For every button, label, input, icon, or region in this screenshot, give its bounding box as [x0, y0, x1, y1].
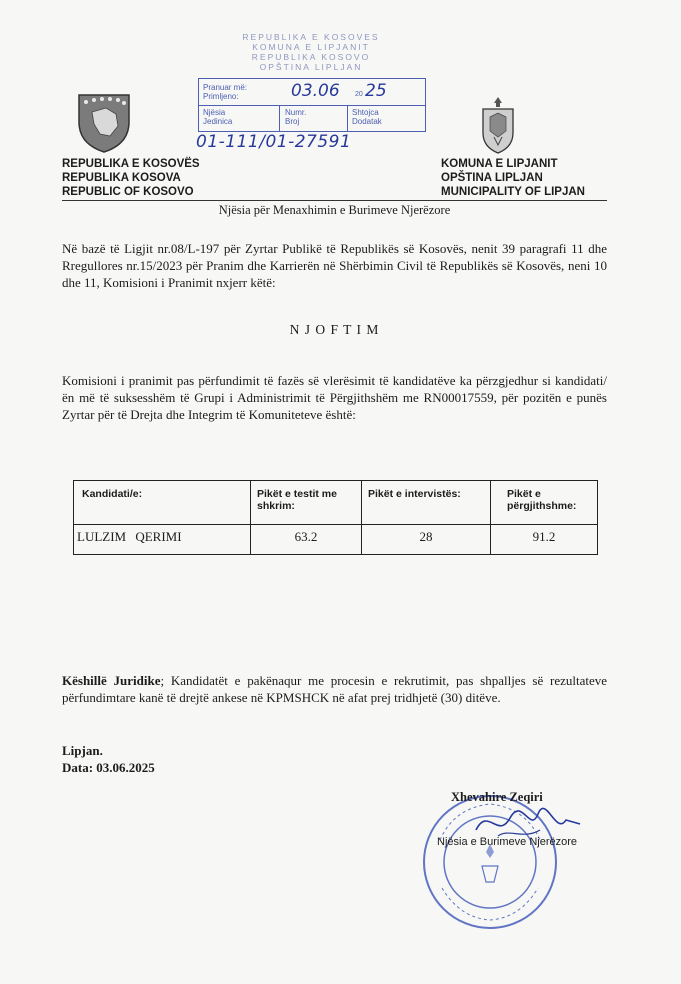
total-score: 91.2 — [491, 525, 598, 555]
column-header-candidate: Kandidati/e: — [74, 481, 251, 525]
legal-advice — [62, 672, 607, 706]
intro-paragraph: Në bazë të Ligjit nr.08/L-197 për Zyrtar Publikë të Republikës së Kosovës, nenit 39 paragrafi 11 dhe Rregullores nr.15/2023 për Pranim dhe Karrierën në Shërbimin Civil të Republikës së Kosovës, neni 10 dhe 11, Komisioni i Pranimit nxjerr këtë: — [62, 241, 607, 290]
signatory-unit: Njësia e Burimeve Njerëzore — [437, 836, 577, 848]
registry-stamp — [198, 78, 426, 132]
municipality-line: OPŠTINA LIPLJAN — [441, 172, 543, 184]
republic-line: REPUBLIKA E KOSOVËS — [62, 158, 200, 170]
place-date-block — [62, 742, 155, 776]
legal-advice-label: Këshillë Juridike — [62, 673, 161, 688]
unit-subtitle: Njësia për Menaxhimin e Burimeve Njerëzore — [218, 203, 451, 217]
year-prefix: 20 — [355, 91, 363, 98]
faint-stamp-header — [226, 32, 396, 72]
signatory-name: Xhevahire Zeqiri — [451, 790, 543, 804]
header-divider — [62, 200, 607, 201]
column-header-test: Pikët e testit me shkrim: — [251, 481, 362, 525]
protocol-number: 01-111/01-27591 — [196, 132, 352, 152]
republic-line: REPUBLIC OF KOSOVO — [62, 186, 194, 198]
republic-header — [62, 157, 200, 199]
table-header-row — [74, 481, 598, 525]
received-date: 03.06 — [291, 81, 340, 101]
test-score: 63.2 — [251, 525, 362, 555]
unit-label: Njësia Jedinica — [203, 108, 233, 126]
republic-line: REPUBLIKA KOSOVA — [62, 172, 181, 184]
municipality-line: MUNICIPALITY OF LIPJAN — [441, 186, 585, 198]
number-label: Numr. Broj — [285, 108, 307, 126]
stamp-line: OPŠTINA LIPLJAN — [259, 62, 363, 72]
place: Lipjan. — [62, 743, 103, 758]
stamp-line: KOMUNA E LIPJANIT — [252, 42, 370, 52]
notice-body: Komisioni i pranimit pas përfundimit të fazës së vlerësimit të kandidatëve ka përzgjedhur si kandidati/ën më të suksesshëm të Grupi i Administrimit të Përgjithshëm me RN00017559, për pozitën e punës Zyrtar për të Drejta dhe Integrim të Komuniteteve është: — [62, 373, 607, 422]
candidate-name: LULZIM QERIMI — [74, 525, 251, 555]
results-table — [73, 480, 598, 555]
interview-score: 28 — [362, 525, 491, 555]
table-row — [74, 525, 598, 555]
received-label: Pranuar më: Primljeno: — [203, 83, 248, 101]
attachment-label: Shtojca Dodatak — [352, 108, 382, 126]
notice-title: N J O F T I M — [289, 322, 380, 337]
column-header-total: Pikët e përgjithshme: — [491, 481, 598, 525]
column-header-interview: Pikët e intervistës: — [362, 481, 491, 525]
document-date: Data: 03.06.2025 — [62, 760, 155, 775]
stamp-line: REPUBLIKA E KOSOVES — [242, 32, 380, 42]
municipality-line: KOMUNA E LIPJANIT — [441, 158, 558, 170]
legal-advice-text: ; Kandidatët e pakënaqur me procesin e rekrutimit, pas shpalljes së rezultateve përfundimtare kanë të drejtë ankese në KPMSHCK në afat prej tridhjetë (30) ditëve. — [62, 673, 608, 705]
municipality-header — [441, 157, 585, 199]
received-year: 25 — [365, 81, 387, 101]
kosovo-coat-of-arms-icon — [76, 92, 132, 154]
lipjan-emblem-icon — [478, 95, 518, 155]
stamp-line: REPUBLIKA KOSOVO — [251, 52, 371, 62]
